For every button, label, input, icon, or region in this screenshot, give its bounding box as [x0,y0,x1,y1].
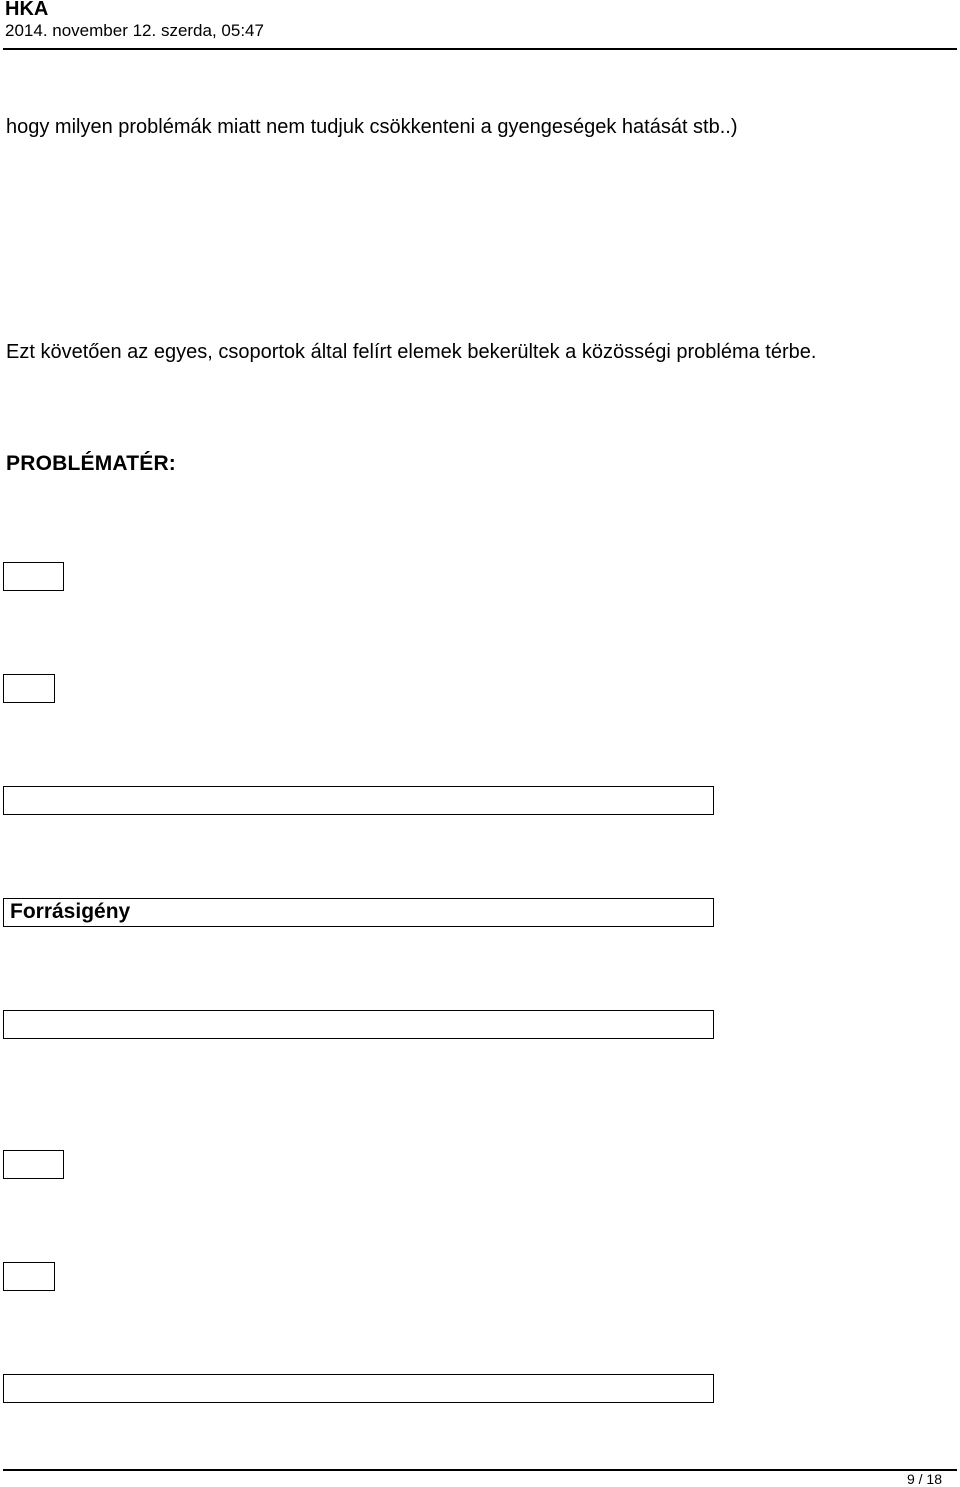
header-divider [3,48,957,50]
footer-divider [3,1469,957,1471]
problem-box [3,1150,64,1179]
problem-box [3,1374,714,1403]
box-label: Forrásigény [10,900,131,923]
paragraph: hogy milyen problémák miatt nem tudjuk csökkenteni a gyengeségek hatását stb..) [6,116,738,138]
problem-box [3,674,55,703]
problem-box [3,1010,714,1039]
site-title: HKA [5,0,49,20]
problem-box [3,1262,55,1291]
post-date: 2014. november 12. szerda, 05:47 [5,21,264,40]
problem-box [3,786,714,815]
paragraph: Ezt követően az egyes, csoportok által felírt elemek bekerültek a közösségi probléma térbe. [6,341,817,363]
problem-box [3,562,64,591]
section-heading: PROBLÉMATÉR: [6,452,177,475]
page-number: 9 / 18 [906,1471,942,1487]
problem-box [3,898,714,927]
